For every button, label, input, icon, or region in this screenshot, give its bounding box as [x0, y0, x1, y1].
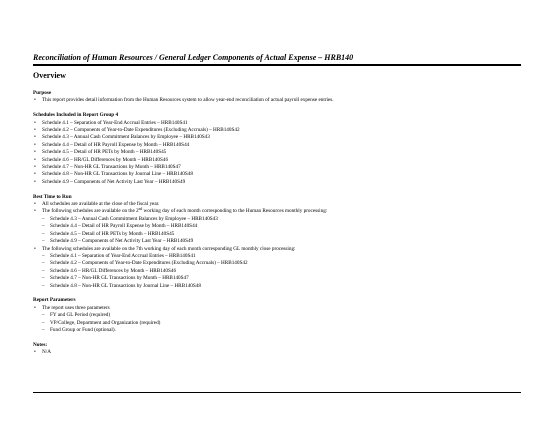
hr-schedule-text: Schedule 4.4 – Detail of HR Payroll Expense by Month – HRB140S44 [50, 223, 198, 230]
params-text: The report uses three parameters [42, 304, 110, 311]
gl-schedule-text: Schedule 4.7 – Non-HR GL Transactions by Month – HRB140S47 [50, 275, 189, 282]
dash-icon: – [42, 223, 45, 230]
gl-schedule-text: Schedule 4.8 – Non-HR GL Transactions by Journal Line – HRB140S48 [50, 282, 201, 289]
bullet-icon: • [34, 178, 36, 185]
purpose-text: This report provides detail information from the Human Resources system to allow year-end reconciliation of actual payroll expense entries. [42, 97, 334, 104]
dash-icon: – [42, 215, 45, 222]
bullet-icon: • [34, 97, 36, 104]
schedule-item [33, 134, 523, 141]
schedules-heading: Schedules Included in Report Group 4 [33, 112, 119, 119]
dash-icon: – [42, 275, 45, 282]
best-time-text-pre: The following schedules are available on the 2 [42, 208, 139, 215]
dash-icon: – [42, 252, 45, 259]
gl-schedule-item [33, 275, 523, 282]
notes-text: N/A [42, 349, 51, 356]
bullet-icon: • [34, 208, 36, 215]
page-title: Reconciliation of Human Resources / General Ledger Components of Actual Expense – HRB140 [33, 53, 354, 62]
purpose-heading: Purpose [33, 90, 52, 96]
bullet-icon: • [34, 149, 36, 156]
schedule-item [33, 149, 523, 156]
title-divider [33, 64, 521, 66]
bottom-divider [33, 392, 521, 393]
schedule-item [33, 157, 523, 164]
bullet-icon: • [34, 201, 36, 208]
dash-icon: – [42, 282, 45, 289]
gl-schedule-item [33, 260, 523, 267]
bullet-icon: • [34, 349, 36, 356]
gl-schedule-item [33, 268, 523, 275]
hr-schedule-item [33, 223, 523, 230]
dash-icon: – [42, 238, 45, 245]
overview-heading: Overview [33, 71, 66, 80]
best-time-heading: Best Time to Run [33, 193, 72, 200]
dash-icon: – [42, 267, 45, 274]
schedule-text: Schedule 4.2 – Components of Year-to-Date Expenditures (Excluding Accruals) – HRB140S42 [42, 127, 240, 134]
schedule-item [33, 171, 523, 178]
bullet-icon: • [34, 245, 36, 252]
param-item [33, 312, 523, 319]
schedule-text: Schedule 4.3 – Annual Cash Commitment Balances by Employee – HRB140S43 [42, 134, 210, 141]
dash-icon: – [42, 260, 45, 267]
schedule-text: Schedule 4.5 – Detail of HR PETs by Month – HRB140S45 [42, 149, 167, 156]
param-text: FY and GL Period (required) [50, 312, 111, 319]
schedule-text: Schedule 4.1 – Separation of Year-End Accrual Entries – HRB140S41 [42, 119, 188, 126]
bullet-icon: • [34, 304, 36, 311]
bullet-icon: • [34, 127, 36, 134]
best-time-bullet [33, 208, 523, 215]
schedule-text: Schedule 4.9 – Components of Net Activity Last Year – HRB140S49 [42, 178, 186, 185]
notes-heading: Notes: [33, 341, 48, 348]
param-text: Fund Group or Fund (optional). [50, 326, 116, 333]
best-time-text: The following schedules are available on the 7th working day of each month corresponding GL monthly close processing: [42, 245, 296, 252]
schedule-text: Schedule 4.7 – Non-HR GL Transactions by Month – HRB140S47 [42, 164, 181, 171]
gl-schedule-item [33, 283, 523, 290]
gl-schedule-text: Schedule 4.2 – Components of Year-to-Date Expenditures (Excluding Accruals) – HRB140S42 [50, 260, 248, 267]
gl-schedule-text: Schedule 4.6 – HR/GL Differences by Month – HRB140S46 [50, 267, 177, 274]
params-heading: Report Parameters [33, 297, 76, 304]
param-item [33, 320, 523, 327]
purpose-bullet [33, 97, 523, 104]
schedule-item [33, 120, 523, 127]
document-body [33, 90, 523, 357]
hr-schedule-item [33, 231, 523, 238]
schedule-item [33, 127, 523, 134]
best-time-text: All schedules are available at the close of the fiscal year. [42, 201, 160, 208]
param-text: VP/College, Department and Organization (required) [50, 319, 161, 326]
bullet-icon: • [34, 164, 36, 171]
notes-bullet [33, 349, 523, 356]
best-time-text-post: working day of each month corresponding to the Human Resources monthly processing: [142, 208, 328, 215]
dash-icon: – [42, 230, 45, 237]
dash-icon: – [42, 312, 45, 319]
ordinal-suffix: nd [138, 207, 143, 212]
hr-schedule-item [33, 238, 523, 245]
hr-schedule-text: Schedule 4.3 – Annual Cash Commitment Balances by Employee – HRB140S43 [50, 215, 218, 222]
bullet-icon: • [34, 134, 36, 141]
bullet-icon: • [34, 156, 36, 163]
hr-schedule-text: Schedule 4.5 – Detail of HR PETs by Month – HRB140S45 [50, 230, 175, 237]
hr-schedule-text: Schedule 4.9 – Components of Net Activity Last Year – HRB140S49 [50, 238, 194, 245]
bullet-icon: • [34, 171, 36, 178]
schedule-item [33, 179, 523, 186]
schedule-text: Schedule 4.4 – Detail of HR Payroll Expense by Month – HRB140S44 [42, 141, 190, 148]
best-time-bullet [33, 246, 523, 253]
gl-schedule-text: Schedule 4.1 – Separation of Year-End Accrual Entries – HRB140S41 [50, 252, 196, 259]
bullet-icon: • [34, 141, 36, 148]
bullet-icon: • [34, 119, 36, 126]
schedule-text: Schedule 4.6 – HR/GL Differences by Month – HRB140S46 [42, 156, 169, 163]
param-item [33, 327, 523, 334]
dash-icon: – [42, 319, 45, 326]
schedule-text: Schedule 4.8 – Non-HR GL Transactions by Journal Line – HRB140S48 [42, 171, 193, 178]
dash-icon: – [42, 326, 45, 333]
schedule-item [33, 164, 523, 171]
